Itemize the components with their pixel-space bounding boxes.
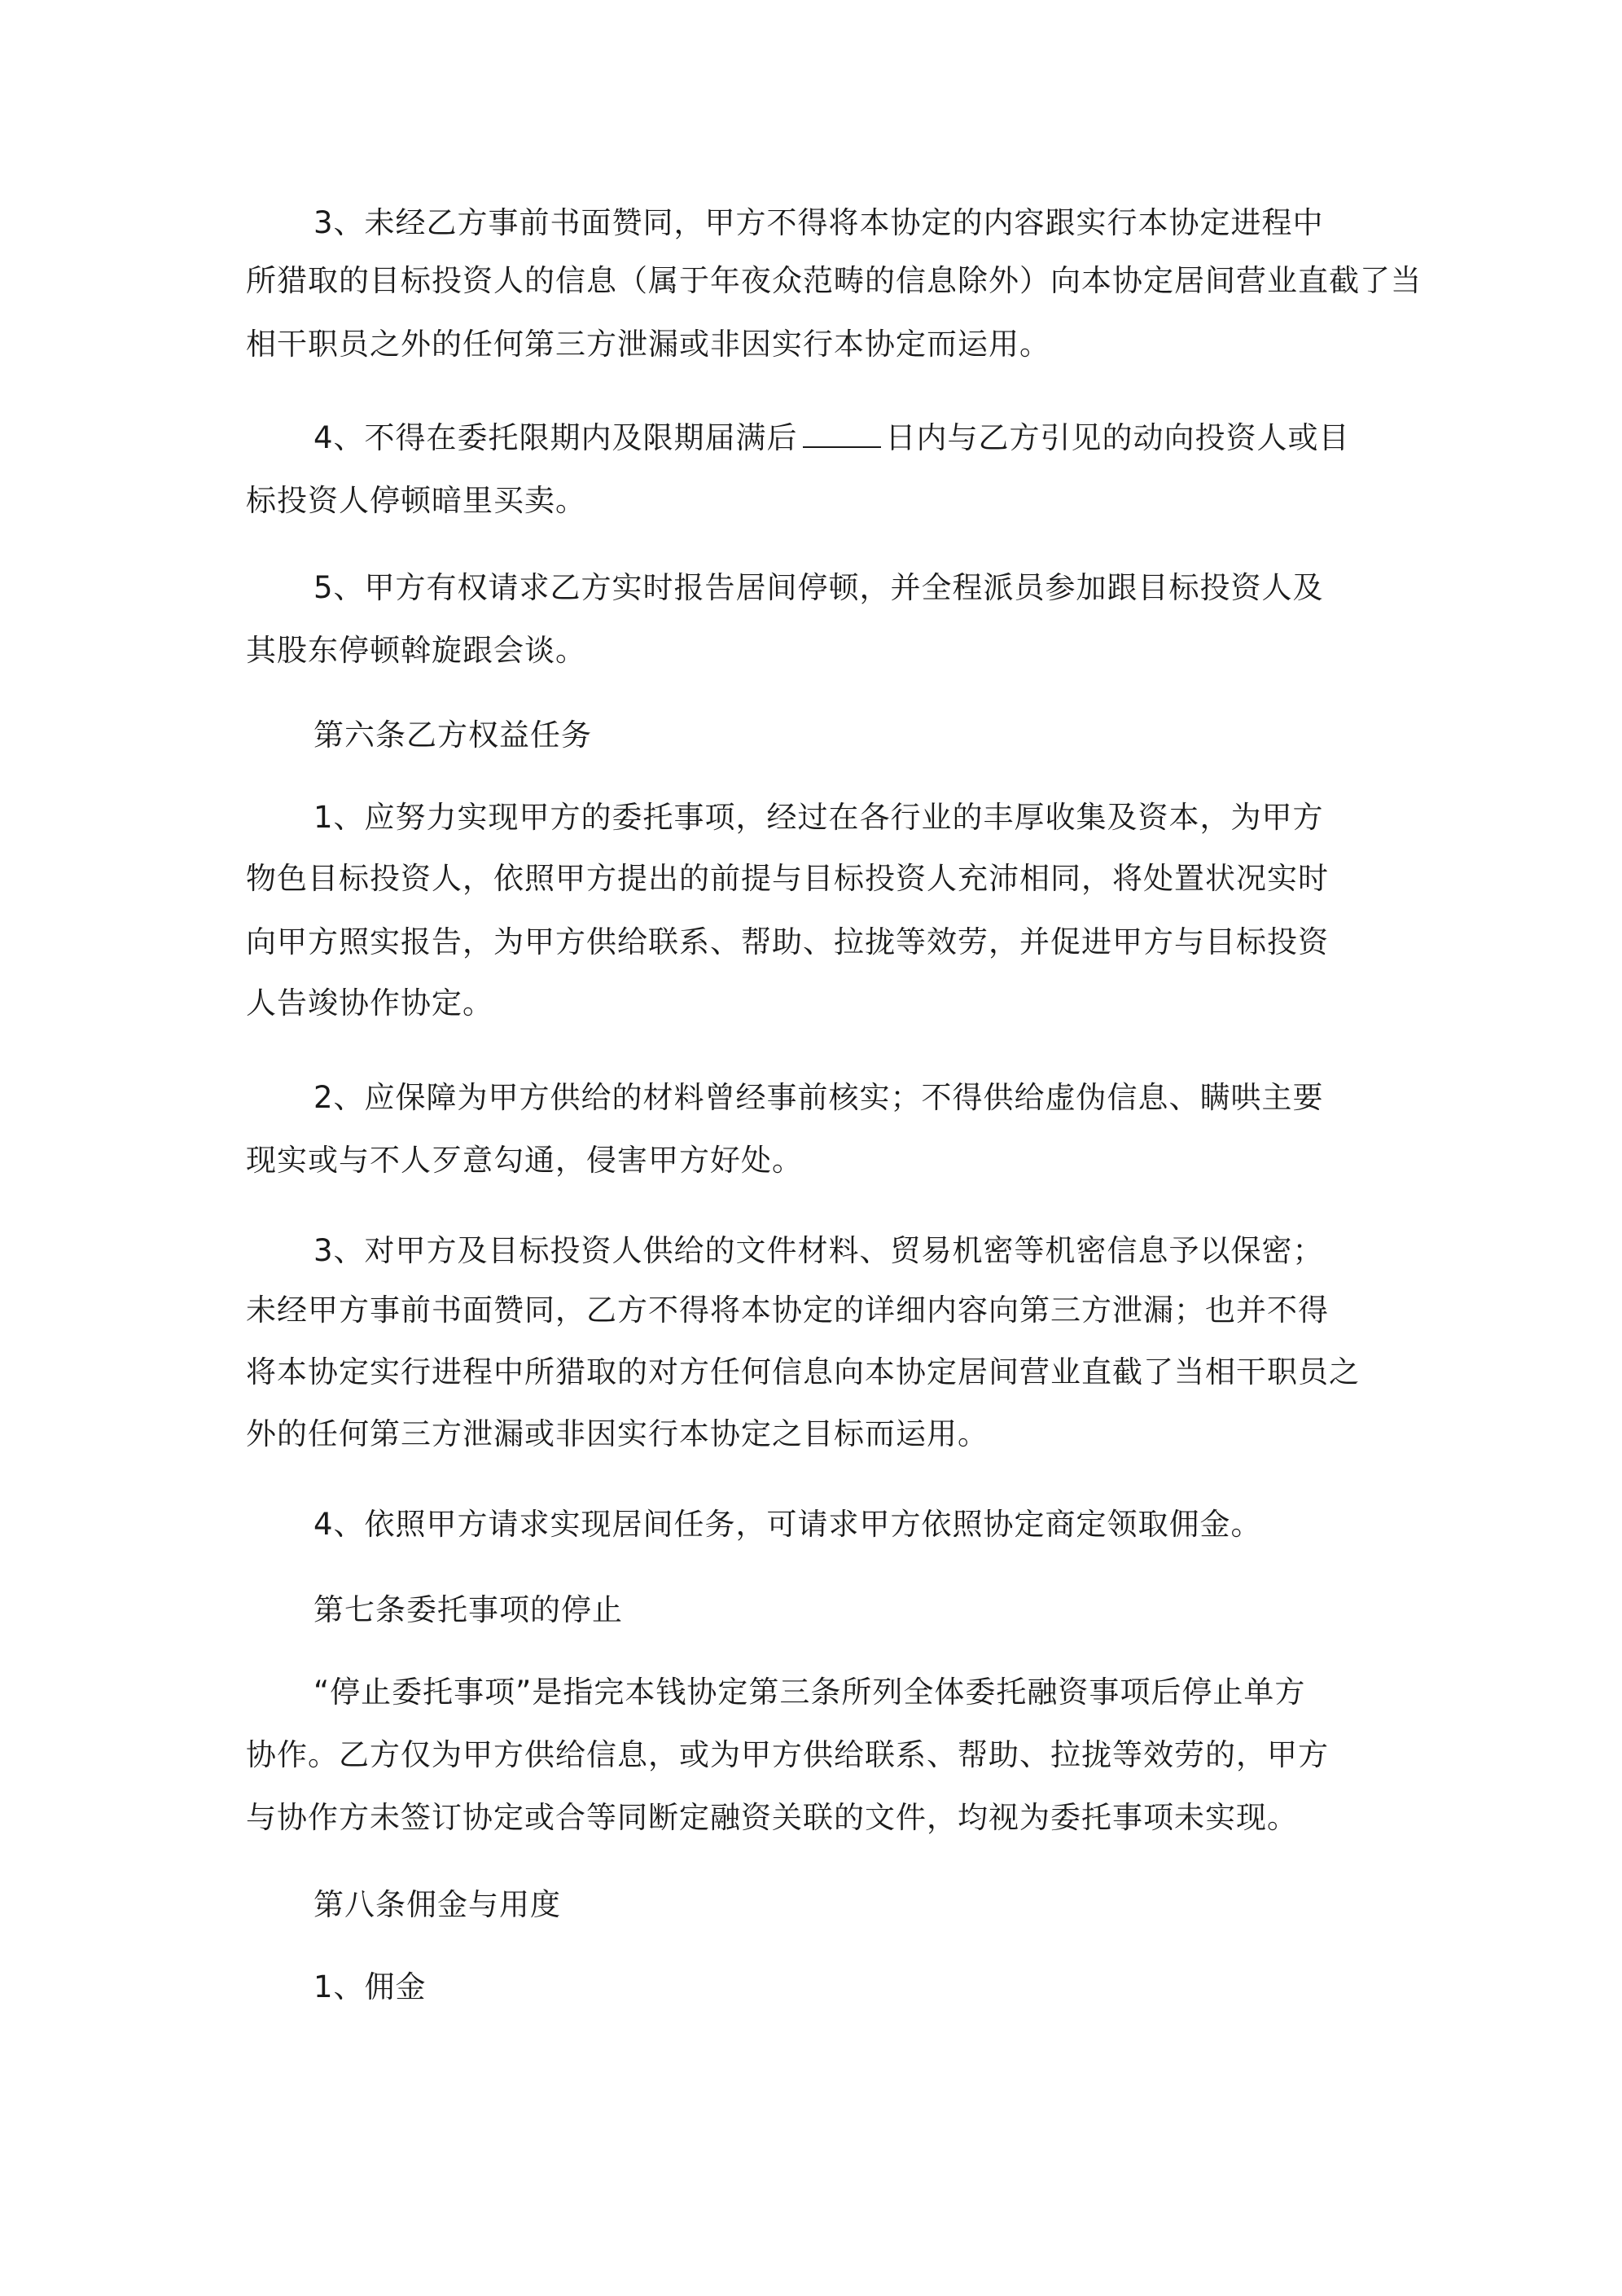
- text-line: 2、应保障为甲方供给的材料曾经事前核实；不得供给虚伪信息、瞒哄主要: [313, 1080, 1324, 1115]
- text-line: 协作。乙方仅为甲方供给信息，或为甲方供给联系、帮助、拉拢等效劳的，甲方: [246, 1737, 1329, 1772]
- text-line: 向甲方照实报告，为甲方供给联系、帮助、拉拢等效劳，并促进甲方与目标投资: [246, 924, 1329, 959]
- text-line: 其股东停顿斡旋跟会谈。: [246, 633, 586, 668]
- text-line: 外的任何第三方泄漏或非因实行本协定之目标而运用。: [246, 1416, 989, 1451]
- text-line: 5、甲方有权请求乙方实时报告居间停顿，并全程派员参加跟目标投资人及: [313, 570, 1324, 605]
- heading-text: 第八条佣金与用度: [313, 1887, 561, 1922]
- text-line: 4、依照甲方请求实现居间任务，可请求甲方依照协定商定领取佣金。: [313, 1507, 1262, 1542]
- text-line: 人告竣协作协定。: [246, 986, 493, 1021]
- heading-text: 第六条乙方权益任务: [313, 718, 592, 753]
- text-line: 3、对甲方及目标投资人供给的文件材料、贸易机密等机密信息予以保密；: [313, 1233, 1324, 1268]
- text-line: 相干职员之外的任何第三方泄漏或非因实行本协定而运用。: [246, 327, 1050, 362]
- fill-in-blank-line: [803, 422, 881, 448]
- text-line: 标投资人停顿暗里买卖。: [246, 483, 586, 518]
- text-line: 1、应努力实现甲方的委托事项，经过在各行业的丰厚收集及资本，为甲方: [313, 800, 1324, 835]
- heading-text: 第七条委托事项的停止: [313, 1592, 623, 1627]
- text-line: “停止委托事项”是指完本钱协定第三条所列全体委托融资事项后停止单方: [313, 1675, 1306, 1710]
- text-line: 物色目标投资人，依照甲方提出的前提与目标投资人充沛相同，将处置状况实时: [246, 861, 1329, 896]
- text-line: 1、佣金: [313, 1969, 427, 2004]
- text-line: [313, 420, 1350, 456]
- text-line: 未经甲方事前书面赞同，乙方不得将本协定的详细内容向第三方泄漏；也并不得: [246, 1293, 1329, 1328]
- text-segment: 4、不得在委托限期内及限期届满后: [313, 420, 798, 455]
- text-line: 现实或与不人歹意勾通，侵害甲方好处。: [246, 1143, 803, 1178]
- text-line: 与协作方未签订协定或合等同断定融资关联的文件，均视为委托事项未实现。: [246, 1800, 1298, 1835]
- text-line: 将本协定实行进程中所猎取的对方任何信息向本协定居间营业直截了当相干职员之: [246, 1354, 1360, 1389]
- text-segment: 日内与乙方引见的动向投资人或目: [885, 420, 1350, 455]
- text-line: 所猎取的目标投资人的信息（属于年夜众范畴的信息除外）向本协定居间营业直截了当: [246, 263, 1422, 298]
- text-line: 3、未经乙方事前书面赞同，甲方不得将本协定的内容跟实行本协定进程中: [313, 205, 1324, 240]
